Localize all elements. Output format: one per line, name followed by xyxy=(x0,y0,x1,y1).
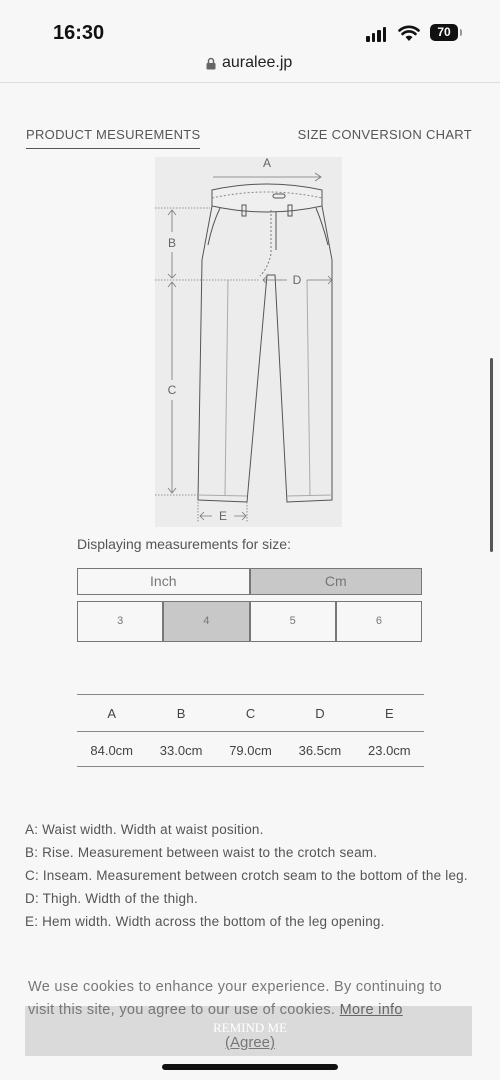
label-a: A xyxy=(262,156,272,170)
header-b: B xyxy=(176,706,186,721)
status-bar xyxy=(0,0,500,50)
header-e: E xyxy=(384,706,394,721)
note-a: A: Waist width. Width at waist position. xyxy=(25,822,264,837)
label-c: C xyxy=(167,383,177,397)
value-a: 84.0cm xyxy=(90,743,134,758)
header-a: A xyxy=(107,706,117,721)
battery-icon: 70 xyxy=(430,24,458,41)
battery-tip xyxy=(460,29,462,36)
size-5-button[interactable]: 5 xyxy=(250,601,336,642)
cookie-text xyxy=(28,976,468,1022)
size-display-label: Displaying measurements for size: xyxy=(77,536,291,552)
tab-size-conversion-chart[interactable]: SIZE CONVERSION CHART xyxy=(297,127,472,142)
note-e: E: Hem width. Width across the bottom of the leg opening. xyxy=(25,914,385,929)
scrollbar[interactable] xyxy=(490,358,493,552)
size-4-button[interactable]: 4 xyxy=(163,601,249,642)
lock-icon xyxy=(206,57,216,70)
value-c: 79.0cm xyxy=(229,743,272,758)
signal-icon xyxy=(366,27,386,42)
unit-toggle xyxy=(77,568,422,595)
clock: 16:30 xyxy=(53,22,105,44)
size-6-button[interactable]: 6 xyxy=(336,601,422,642)
pants-measurement-diagram xyxy=(150,150,350,535)
label-b: B xyxy=(167,236,177,250)
note-c: C: Inseam. Measurement between crotch seam to the bottom of the leg. xyxy=(25,868,468,883)
home-indicator[interactable] xyxy=(162,1064,338,1070)
more-info-link[interactable]: More info xyxy=(339,1002,403,1018)
header-d: D xyxy=(315,706,325,721)
size-3-button[interactable]: 3 xyxy=(77,601,163,642)
table-row xyxy=(77,732,424,766)
wifi-icon xyxy=(398,24,420,42)
measurement-notes xyxy=(25,818,475,933)
note-b: B: Rise. Measurement between waist to the crotch seam. xyxy=(25,845,378,860)
unit-cm-button[interactable]: Cm xyxy=(250,568,423,595)
value-e: 23.0cm xyxy=(368,743,411,758)
remind-me-button[interactable]: REMIND ME xyxy=(212,1020,288,1035)
size-selector xyxy=(77,601,422,642)
agree-button[interactable]: (Agree) xyxy=(224,1034,276,1051)
label-d: D xyxy=(292,273,302,287)
cookie-banner xyxy=(0,962,500,1080)
value-b: 33.0cm xyxy=(159,743,203,758)
unit-inch-button[interactable]: Inch xyxy=(77,568,250,595)
value-d: 36.5cm xyxy=(298,743,342,758)
cookie-message: We use cookies to enhance your experience. By continuing to visit this site, you agree to our use of cookies. xyxy=(28,979,443,1018)
tab-product-measurements[interactable]: PRODUCT MESUREMENTS xyxy=(26,127,200,149)
measurement-table xyxy=(77,694,424,767)
table-header-row xyxy=(77,695,424,732)
header-c: C xyxy=(245,706,256,721)
label-e: E xyxy=(218,509,228,523)
note-d: D: Thigh. Width of the thigh. xyxy=(25,891,198,906)
url-text[interactable]: auralee.jp xyxy=(222,54,293,71)
